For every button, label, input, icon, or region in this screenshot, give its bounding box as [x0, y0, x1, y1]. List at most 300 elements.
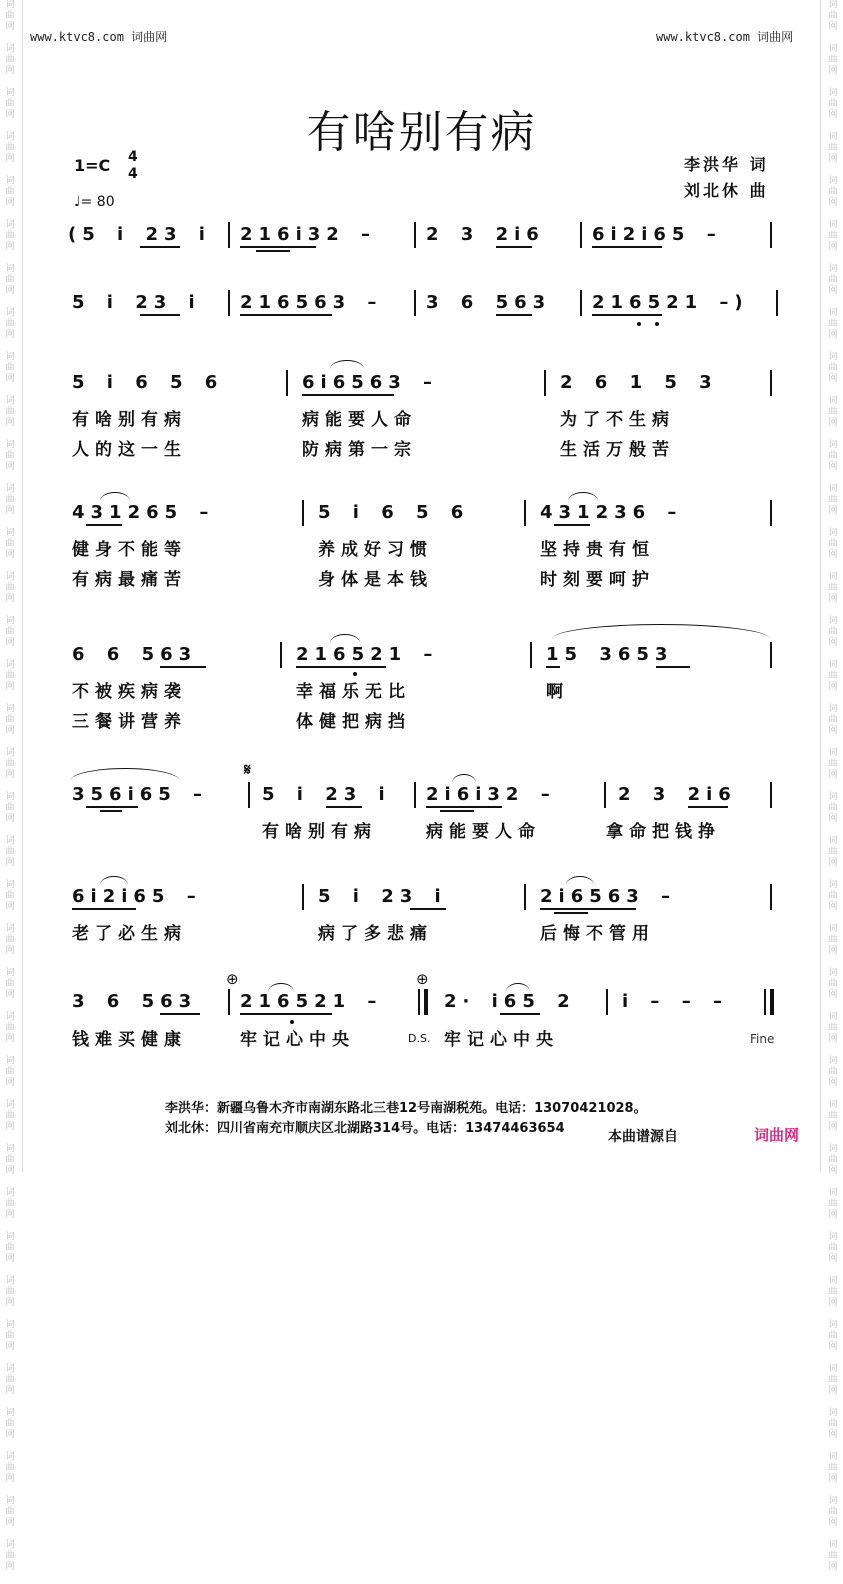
side-watermark-char: 词 [828, 396, 838, 406]
barline [302, 884, 304, 910]
side-watermark-char: 词 [828, 660, 838, 670]
barline [414, 782, 416, 808]
side-watermark-char: 词 [5, 220, 15, 230]
side-watermark-gap [0, 605, 20, 616]
side-watermark-char: 曲 [5, 187, 15, 197]
side-watermark-gap [0, 1573, 20, 1584]
low-octave-dot [655, 322, 659, 326]
underline [540, 908, 636, 910]
side-watermark-gap [0, 297, 20, 308]
left-margin-line [22, 0, 23, 1172]
side-watermark-char: 网 [5, 1474, 15, 1484]
side-watermark-gap [823, 913, 843, 924]
side-watermark-char: 词 [828, 1408, 838, 1418]
lyric-6-3a: 病能要人命 [426, 822, 541, 842]
side-watermark-char: 曲 [5, 1551, 15, 1561]
slur [100, 876, 128, 885]
underline [100, 810, 122, 812]
side-watermark-char: 曲 [828, 627, 838, 637]
lyric-7-3a: 后悔不管用 [540, 924, 655, 944]
side-watermark-char: 词 [828, 880, 838, 890]
side-watermark-char: 曲 [5, 231, 15, 241]
side-watermark-char: 网 [5, 1122, 15, 1132]
side-watermark-gap [823, 869, 843, 880]
side-watermark-char: 网 [5, 990, 15, 1000]
side-watermark-gap [0, 913, 20, 924]
side-watermark-char: 词 [828, 308, 838, 318]
side-watermark-char: 网 [5, 726, 15, 736]
side-watermark-char: 词 [828, 572, 838, 582]
side-watermark-char: 词 [828, 704, 838, 714]
side-watermark-char: 词 [828, 748, 838, 758]
side-watermark-gap [0, 1001, 20, 1012]
side-watermark-char: 曲 [828, 715, 838, 725]
lyric-4-3a: 坚持贵有恒 [540, 540, 655, 560]
barline [580, 222, 582, 248]
side-watermark-gap [823, 1221, 843, 1232]
measure-2-1: 5 i 23 i [72, 292, 201, 313]
side-watermark-char: 曲 [5, 407, 15, 417]
side-watermark-char: 曲 [828, 1199, 838, 1209]
underline [256, 250, 290, 252]
barline [544, 370, 546, 396]
side-watermark-char: 词 [5, 484, 15, 494]
side-watermark-gap [823, 385, 843, 396]
barline [248, 782, 250, 808]
side-watermark-char: 网 [5, 1562, 15, 1572]
side-watermark-char: 网 [828, 682, 838, 692]
composer-credit: 刘北休 曲 [684, 181, 769, 200]
side-watermark-char: 词 [828, 1188, 838, 1198]
side-watermark-char: 网 [828, 1342, 838, 1352]
measure-3-2: 6i6563 – [302, 372, 439, 393]
side-watermark-char: 词 [5, 1012, 15, 1022]
watermark-url-right[interactable]: www.ktvc8.com 词曲网 [656, 30, 794, 44]
side-watermark-char: 词 [828, 924, 838, 934]
side-watermark-gap [0, 737, 20, 748]
side-watermark-gap [0, 1309, 20, 1320]
underline [592, 314, 662, 316]
right-watermark-band [823, 0, 843, 1572]
lyric-3-1a: 有啥别有病 [72, 410, 187, 430]
side-watermark-char: 网 [5, 1210, 15, 1220]
side-watermark-gap [823, 33, 843, 44]
side-watermark-gap [0, 1265, 20, 1276]
lyric-4-1b: 有病最痛苦 [72, 570, 187, 590]
footer-line-composer: 刘北休：四川省南充市顺庆区北湖路314号。电话：13474463654 [165, 1121, 565, 1136]
side-watermark-char: 网 [5, 374, 15, 384]
side-watermark-char: 网 [828, 198, 838, 208]
underline [546, 666, 560, 668]
side-watermark-char: 网 [828, 1430, 838, 1440]
side-watermark-char: 曲 [828, 407, 838, 417]
long-slur [552, 624, 770, 639]
measure-3-1: 5 i 6 5 6 [72, 372, 224, 393]
side-watermark-gap [0, 781, 20, 792]
lyric-5-2a: 幸福乐无比 [296, 682, 411, 702]
measure-4-3: 431236 – [540, 502, 683, 523]
side-watermark-gap [0, 253, 20, 264]
side-watermark-char: 网 [5, 1298, 15, 1308]
side-watermark-char: 词 [5, 1320, 15, 1330]
lyricist-credit: 李洪华 词 [684, 155, 769, 174]
side-watermark-gap [0, 1441, 20, 1452]
barline [302, 500, 304, 526]
side-watermark-gap [823, 1397, 843, 1408]
underline [160, 666, 206, 668]
side-watermark-char: 曲 [5, 759, 15, 769]
side-watermark-char: 词 [5, 1056, 15, 1066]
side-watermark-char: 词 [828, 1100, 838, 1110]
slur [268, 983, 294, 992]
side-watermark-char: 词 [828, 44, 838, 54]
barline [286, 370, 288, 396]
barline [524, 500, 526, 526]
coda-mark-2: ⊕ [416, 970, 429, 988]
side-watermark-char: 曲 [5, 55, 15, 65]
left-watermark-band [0, 0, 20, 1572]
measure-1-1: (5 i 23 i [68, 224, 211, 245]
side-watermark-gap [0, 649, 20, 660]
lyric-8-1a: 钱难买健康 [72, 1030, 187, 1050]
side-watermark-gap [823, 605, 843, 616]
side-watermark-char: 曲 [5, 1111, 15, 1121]
side-watermark-char: 词 [828, 1540, 838, 1550]
side-watermark-char: 曲 [5, 539, 15, 549]
side-watermark-char: 词 [828, 88, 838, 98]
side-watermark-char: 网 [828, 638, 838, 648]
side-watermark-char: 曲 [828, 495, 838, 505]
measure-7-3: 2i6563 – [540, 886, 677, 907]
side-watermark-gap [823, 1089, 843, 1100]
side-watermark-char: 词 [828, 616, 838, 626]
measure-8-4: i – – – [622, 991, 728, 1012]
side-watermark-char: 网 [828, 506, 838, 516]
side-watermark-gap [0, 33, 20, 44]
lyric-7-2a: 病了多悲痛 [318, 924, 433, 944]
side-watermark-char: 网 [828, 594, 838, 604]
underline [240, 1013, 332, 1015]
side-watermark-char: 词 [5, 440, 15, 450]
side-watermark-char: 词 [828, 792, 838, 802]
side-watermark-char: 曲 [5, 715, 15, 725]
side-watermark-char: 网 [5, 242, 15, 252]
lyric-8-2a: 牢记心中央 [240, 1030, 355, 1050]
measure-1-2: 216i32 – [240, 224, 377, 245]
underline [240, 314, 332, 316]
side-watermark-gap [0, 1221, 20, 1232]
side-watermark-char: 曲 [828, 55, 838, 65]
side-watermark-char: 词 [828, 176, 838, 186]
measure-1-3: 2 3 2i6 [426, 224, 545, 245]
side-watermark-gap [823, 649, 843, 660]
side-watermark-char: 词 [5, 528, 15, 538]
side-watermark-char: 曲 [5, 275, 15, 285]
measure-5-1: 6 6 563 [72, 644, 198, 665]
side-watermark-char: 曲 [828, 99, 838, 109]
side-watermark-char: 词 [5, 1100, 15, 1110]
lyric-5-1b: 三餐讲营养 [72, 712, 187, 732]
side-watermark-gap [823, 693, 843, 704]
side-watermark-gap [823, 1133, 843, 1144]
side-watermark-char: 网 [5, 1430, 15, 1440]
side-watermark-char: 曲 [828, 187, 838, 197]
side-watermark-char: 曲 [5, 495, 15, 505]
underline [140, 314, 180, 316]
side-watermark-char: 词 [5, 264, 15, 274]
side-watermark-char: 曲 [5, 363, 15, 373]
side-watermark-char: 网 [828, 242, 838, 252]
side-watermark-gap [823, 957, 843, 968]
side-watermark-char: 曲 [828, 539, 838, 549]
side-watermark-char: 词 [828, 220, 838, 230]
side-watermark-char: 网 [5, 594, 15, 604]
side-watermark-char: 词 [828, 484, 838, 494]
side-watermark-char: 网 [828, 726, 838, 736]
repeat-barline-thick [424, 989, 428, 1015]
side-watermark-gap [823, 1177, 843, 1188]
side-watermark-char: 词 [828, 264, 838, 274]
side-watermark-char: 网 [828, 1562, 838, 1572]
side-watermark-char: 词 [5, 308, 15, 318]
right-margin-line [820, 0, 821, 1172]
side-watermark-char: 网 [5, 198, 15, 208]
side-watermark-gap [823, 429, 843, 440]
side-watermark-char: 曲 [5, 1199, 15, 1209]
side-watermark-char: 曲 [5, 803, 15, 813]
side-watermark-char: 网 [828, 1298, 838, 1308]
side-watermark-char: 词 [828, 1452, 838, 1462]
side-watermark-gap [823, 1485, 843, 1496]
side-watermark-char: 网 [828, 902, 838, 912]
side-watermark-char: 网 [828, 1254, 838, 1264]
side-watermark-char: 曲 [828, 1463, 838, 1473]
side-watermark-char: 网 [828, 1210, 838, 1220]
side-watermark-char: 词 [828, 1232, 838, 1242]
side-watermark-char: 网 [5, 154, 15, 164]
side-watermark-char: 网 [828, 374, 838, 384]
side-watermark-gap [0, 517, 20, 528]
side-watermark-char: 网 [5, 418, 15, 428]
side-watermark-char: 网 [828, 462, 838, 472]
barline [770, 884, 772, 910]
barline [770, 782, 772, 808]
underline [326, 806, 362, 808]
side-watermark-char: 网 [828, 1474, 838, 1484]
side-watermark-char: 词 [828, 0, 838, 10]
measure-2-3: 3 6 563 [426, 292, 552, 313]
side-watermark-gap [0, 1177, 20, 1188]
side-watermark-gap [0, 429, 20, 440]
side-watermark-char: 词 [828, 836, 838, 846]
side-watermark-char: 词 [5, 572, 15, 582]
side-watermark-char: 词 [5, 660, 15, 670]
side-watermark-char: 网 [5, 638, 15, 648]
barline [776, 290, 778, 316]
side-watermark-char: 网 [5, 22, 15, 32]
underline [426, 806, 502, 808]
side-watermark-gap [0, 825, 20, 836]
underline [72, 908, 136, 910]
side-watermark-char: 曲 [828, 671, 838, 681]
side-watermark-char: 曲 [5, 319, 15, 329]
side-watermark-char: 词 [5, 880, 15, 890]
side-watermark-char: 词 [5, 1364, 15, 1374]
measure-8-1: 3 6 563 [72, 991, 198, 1012]
measure-6-1: 356i65 – [72, 784, 209, 805]
side-watermark-char: 网 [828, 330, 838, 340]
side-watermark-char: 网 [828, 22, 838, 32]
underline [656, 666, 690, 668]
side-watermark-char: 网 [828, 1386, 838, 1396]
lyric-5-1a: 不被疾病袭 [72, 682, 187, 702]
side-watermark-char: 曲 [828, 1243, 838, 1253]
side-watermark-gap [0, 693, 20, 704]
side-watermark-char: 词 [828, 528, 838, 538]
side-watermark-char: 曲 [828, 1111, 838, 1121]
side-watermark-char: 曲 [5, 1243, 15, 1253]
side-watermark-char: 词 [828, 1364, 838, 1374]
watermark-url-left[interactable]: www.ktvc8.com 词曲网 [30, 30, 168, 44]
side-watermark-char: 词 [828, 352, 838, 362]
side-watermark-char: 网 [5, 814, 15, 824]
side-watermark-char: 曲 [5, 1331, 15, 1341]
side-watermark-char: 曲 [5, 847, 15, 857]
side-watermark-char: 词 [5, 1408, 15, 1418]
barline [280, 642, 282, 668]
side-watermark-char: 网 [5, 462, 15, 472]
low-octave-dot [290, 1020, 294, 1024]
final-barline-thick [770, 989, 774, 1015]
measure-2-2: 216563 – [240, 292, 383, 313]
side-watermark-char: 词 [5, 748, 15, 758]
side-watermark-char: 曲 [5, 935, 15, 945]
side-watermark-char: 网 [828, 1166, 838, 1176]
barline [524, 884, 526, 910]
slur [568, 492, 598, 501]
side-watermark-char: 词 [828, 1320, 838, 1330]
side-watermark-char: 词 [828, 1144, 838, 1154]
side-watermark-char: 词 [5, 88, 15, 98]
side-watermark-char: 词 [5, 1540, 15, 1550]
side-watermark-char: 曲 [828, 1551, 838, 1561]
site-logo[interactable]: 词曲网 [754, 1126, 800, 1144]
underline [240, 246, 316, 248]
side-watermark-char: 曲 [828, 979, 838, 989]
side-watermark-char: 曲 [5, 143, 15, 153]
slur [506, 983, 530, 992]
underline [500, 1013, 540, 1015]
underline [86, 806, 138, 808]
side-watermark-char: 曲 [828, 1287, 838, 1297]
measure-6-2: 5 i 23 i [262, 784, 391, 805]
side-watermark-gap [0, 385, 20, 396]
lyric-6-2a: 有啥别有病 [262, 822, 377, 842]
underline [554, 524, 590, 526]
side-watermark-char: 网 [828, 814, 838, 824]
side-watermark-gap [823, 1353, 843, 1364]
side-watermark-gap [0, 561, 20, 572]
side-watermark-char: 网 [5, 946, 15, 956]
side-watermark-char: 词 [5, 44, 15, 54]
side-watermark-char: 曲 [828, 1419, 838, 1429]
fine-mark: Fine [750, 1032, 775, 1046]
side-watermark-char: 曲 [828, 143, 838, 153]
underline [554, 912, 588, 914]
side-watermark-char: 网 [5, 902, 15, 912]
side-watermark-char: 网 [828, 770, 838, 780]
side-watermark-gap [823, 297, 843, 308]
measure-2-4: 216521 –) [592, 292, 749, 313]
low-octave-dot [637, 322, 641, 326]
side-watermark-char: 曲 [828, 275, 838, 285]
lyric-3-1b: 人的这一生 [72, 440, 187, 460]
side-watermark-char: 曲 [5, 1287, 15, 1297]
lyric-3-2a: 病能要人命 [302, 410, 417, 430]
lyric-5-2b: 体健把病挡 [296, 712, 411, 732]
side-watermark-gap [0, 1353, 20, 1364]
underline [296, 666, 386, 668]
side-watermark-char: 词 [5, 704, 15, 714]
lyric-3-2b: 防病第一宗 [302, 440, 417, 460]
side-watermark-char: 网 [828, 286, 838, 296]
side-watermark-char: 词 [5, 1276, 15, 1286]
side-watermark-char: 词 [828, 1276, 838, 1286]
barline [530, 642, 532, 668]
side-watermark-char: 曲 [828, 803, 838, 813]
lyric-4-1a: 健身不能等 [72, 540, 187, 560]
side-watermark-char: 词 [5, 924, 15, 934]
underline [496, 314, 532, 316]
side-watermark-char: 词 [5, 0, 15, 10]
side-watermark-gap [823, 737, 843, 748]
quarter-note-icon: ♩ [74, 194, 81, 210]
side-watermark-char: 网 [828, 66, 838, 76]
measure-1-4: 6i2i65 – [592, 224, 722, 245]
side-watermark-char: 网 [828, 1518, 838, 1528]
side-watermark-gap [0, 1529, 20, 1540]
side-watermark-gap [823, 1573, 843, 1584]
coda-mark-1: ⊕ [226, 970, 239, 988]
side-watermark-char: 曲 [828, 1155, 838, 1165]
underline [302, 394, 394, 396]
side-watermark-char: 词 [5, 792, 15, 802]
side-watermark-char: 曲 [828, 759, 838, 769]
measure-6-3: 2i6i32 – [426, 784, 556, 805]
side-watermark-gap [823, 781, 843, 792]
underline [496, 246, 532, 248]
barline [580, 290, 582, 316]
side-watermark-gap [0, 341, 20, 352]
key-signature: 1=C [74, 156, 111, 175]
slur [330, 634, 360, 643]
side-watermark-gap [0, 77, 20, 88]
underline [160, 1013, 200, 1015]
side-watermark-char: 曲 [828, 1507, 838, 1517]
side-watermark-gap [823, 209, 843, 220]
slur [330, 360, 364, 369]
barline [414, 222, 416, 248]
slur [452, 774, 476, 783]
side-watermark-char: 词 [5, 396, 15, 406]
barline [606, 989, 608, 1015]
side-watermark-char: 网 [828, 946, 838, 956]
side-watermark-gap [823, 253, 843, 264]
side-watermark-char: 曲 [828, 847, 838, 857]
side-watermark-char: 网 [5, 550, 15, 560]
side-watermark-gap [0, 209, 20, 220]
side-watermark-gap [0, 869, 20, 880]
